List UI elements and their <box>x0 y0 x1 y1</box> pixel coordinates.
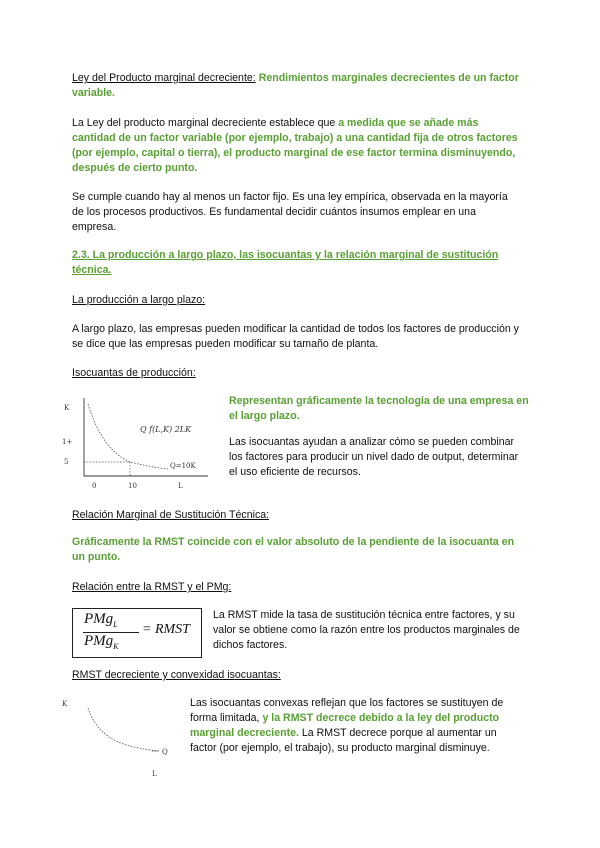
formula-rhs: = RMST <box>142 622 190 637</box>
graph-y-label: K <box>64 404 70 412</box>
law-paragraph-1 <box>72 116 520 176</box>
law-title-plain: Ley del Producto marginal decreciente: <box>72 72 256 84</box>
graph-curve-label: Q=10K <box>170 462 196 470</box>
law-paragraph-2: Se cumple cuando hay al menos un factor fijo. Es una ley empírica, observada en la mayoría de los procesos productivos. Es fundamental decidir cuántos insumos emplear en una empresa. <box>72 191 508 233</box>
long-run-subtitle: La producción a largo plazo: <box>72 294 206 306</box>
section-heading: 2.3. La producción a largo plazo, las isocuantas y la relación marginal de sustitución técnica. <box>72 249 499 276</box>
convex-curve-label: Q <box>162 748 168 756</box>
isoquant-graph <box>58 390 224 494</box>
convex-text-b: La RMST decrece porque al aumentar un factor (por ejemplo, el trabajo), su producto marginal disminuye. <box>190 727 497 754</box>
graph-x-tick-left: 0 <box>92 482 97 490</box>
isoquants-text: Las isocuantas ayudan a analizar cómo se pueden combinar los factores para producir un nivel dado de output, determinar el uso eficiente de recursos. <box>229 436 519 478</box>
formula-numerator: PMg$_L$ <box>84 611 118 629</box>
isoquants-green-text: Representan gráficamente la tecnología de una empresa en el largo plazo. <box>229 395 529 422</box>
graph-x-label: L <box>178 482 183 490</box>
graph-y-tick-lower: 5 <box>64 458 69 466</box>
relation-subtitle: Relación entre la RMST y el PMg: <box>72 581 232 593</box>
formula-denominator: PMg$_K$ <box>84 633 119 651</box>
graph-equation: Q f(L,K) 2LK <box>140 425 192 434</box>
convex-subtitle: RMST decreciente y convexidad isocuantas: <box>72 669 281 681</box>
graph-y-tick-upper: 1+ <box>62 438 73 446</box>
law-p1-green: a medida que se añade más cantidad de un factor variable (por ejemplo, trabajo) a una cantidad fija de otros factores (por ejemplo, capital o tierra), el producto marginal de ese factor termina disminuyendo, después de cierto punto. <box>72 117 518 174</box>
graph-x-tick-right: 10 <box>128 482 137 490</box>
law-p1-plain: La Ley del producto marginal decreciente establece que <box>72 117 336 129</box>
convex-text-a: Las isocuantas convexas reflejan que los factores se sustituyen de forma limitada, <box>190 697 504 724</box>
rmst-formula <box>72 608 202 658</box>
law-title <box>72 71 520 101</box>
convex-text <box>190 696 524 756</box>
long-run-text: A largo plazo, las empresas pueden modificar la cantidad de todos los factores de producción y se dice que las empresas pueden modificar su tamaño de planta. <box>72 323 519 350</box>
convex-text-green: y la RMST decrece debido a la ley del producto marginal decreciente. <box>190 712 500 739</box>
convex-y-label: K <box>62 700 68 708</box>
law-title-green: Rendimientos marginales decrecientes de un factor variable. <box>72 72 519 99</box>
isoquant-curve <box>88 404 168 469</box>
relation-text: La RMST mide la tasa de sustitución técnica entre factores, y su valor se obtiene como la razón entre los productos marginales de dichos factores. <box>213 609 520 651</box>
convex-graph <box>58 692 188 784</box>
convex-x-label: L <box>152 770 157 778</box>
isoquants-subtitle: Isocuantas de producción: <box>72 367 196 379</box>
convex-isoquant-curve <box>88 708 160 751</box>
rmst-subtitle: Relación Marginal de Sustitución Técnica: <box>72 509 270 521</box>
rmst-green-text: Gráficamente la RMST coincide con el valor absoluto de la pendiente de la isocuanta en un punto. <box>72 536 515 563</box>
